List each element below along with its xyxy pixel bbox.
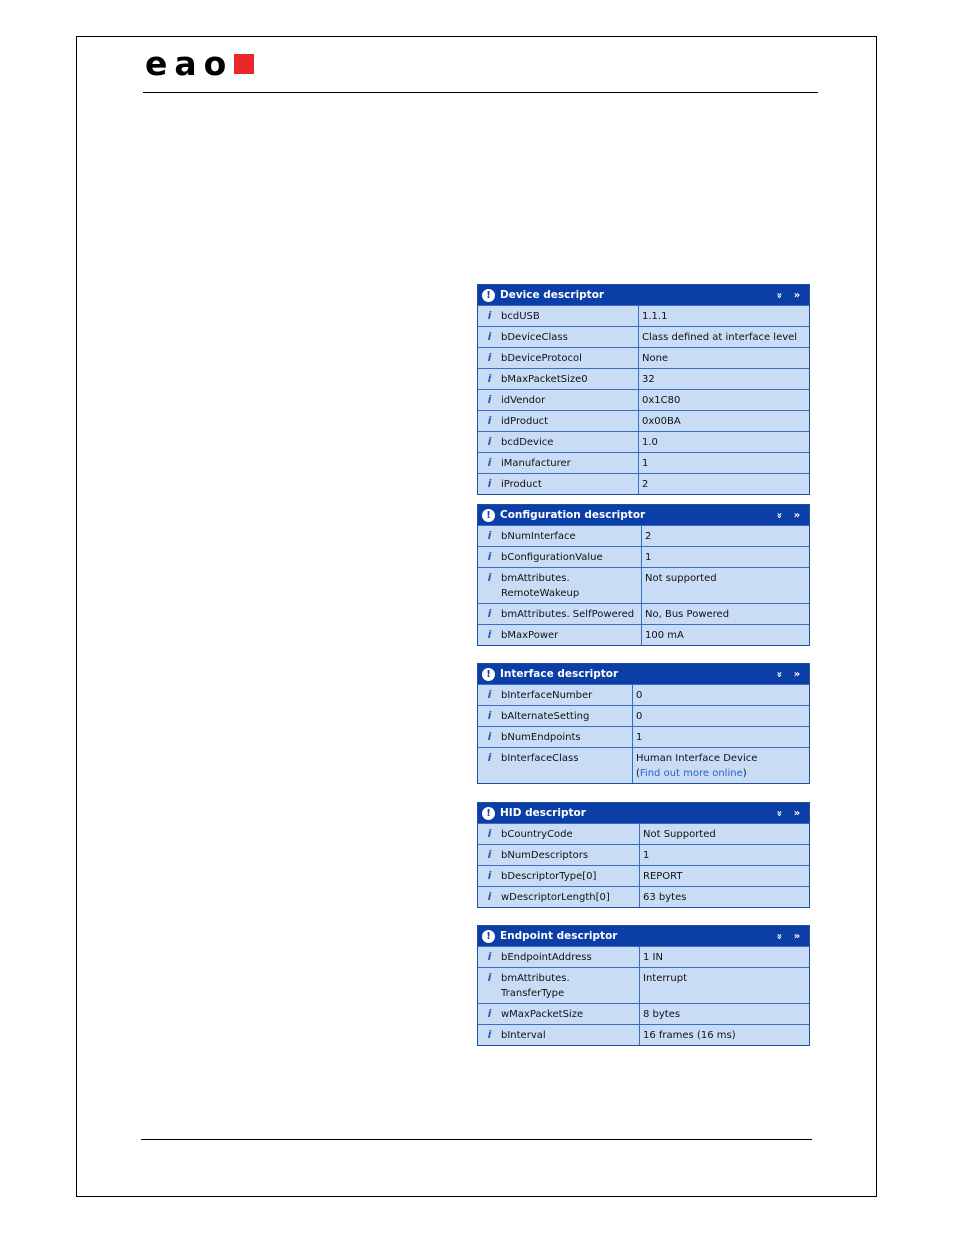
collapse-chevron-icon[interactable]: » <box>773 809 785 817</box>
field-value: None <box>642 353 669 364</box>
info-icon: i <box>487 869 492 882</box>
info-icon: i <box>487 571 492 584</box>
field-value: 1.0 <box>642 437 658 448</box>
collapse-chevron-icon[interactable]: » <box>773 670 785 678</box>
table-row <box>478 305 809 326</box>
field-value: 1 IN <box>643 952 663 963</box>
field-name: bNumInterface <box>501 531 576 542</box>
info-icon: i <box>487 1007 492 1020</box>
collapse-chevron-icon[interactable]: » <box>773 932 785 940</box>
field-value: 16 frames (16 ms) <box>643 1030 736 1041</box>
field-value: 2 <box>645 531 652 542</box>
configuration-descriptor-panel <box>477 504 810 646</box>
info-icon: i <box>487 550 492 563</box>
field-value: 1 <box>645 552 652 563</box>
info-circle-icon: ! <box>482 289 495 302</box>
table-row <box>478 347 809 368</box>
field-name: iManufacturer <box>501 458 571 469</box>
info-circle-icon: ! <box>482 930 495 943</box>
device-descriptor-panel <box>477 284 810 495</box>
field-value: Interrupt <box>643 973 688 984</box>
info-icon: i <box>487 848 492 861</box>
info-icon: i <box>487 607 492 620</box>
field-name: bEndpointAddress <box>501 952 592 963</box>
field-value: 0x00BA <box>642 416 681 427</box>
field-name: bMaxPower <box>501 630 559 641</box>
info-icon: i <box>487 950 492 963</box>
panel-title: Interface descriptor <box>500 668 619 680</box>
table-row <box>478 431 809 452</box>
field-value: 63 bytes <box>643 892 687 903</box>
table-row <box>478 823 809 844</box>
eao-logo <box>145 44 254 84</box>
info-icon: i <box>487 688 492 701</box>
info-icon: i <box>487 414 492 427</box>
table-row <box>478 546 809 567</box>
info-icon: i <box>487 730 492 743</box>
field-value: Human Interface Device <box>636 753 758 764</box>
field-name: bAlternateSetting <box>501 711 590 722</box>
field-value: 2 <box>642 479 649 490</box>
field-name: bmAttributes. <box>501 573 570 584</box>
table-row <box>478 326 809 347</box>
interface-descriptor-panel <box>477 663 810 784</box>
header-rule <box>143 92 818 93</box>
field-name: bConfigurationValue <box>501 552 603 563</box>
info-icon: i <box>487 393 492 406</box>
find-out-more-link[interactable]: Find out more online <box>639 768 743 779</box>
info-icon: i <box>487 529 492 542</box>
field-value: 1.1.1 <box>642 311 668 322</box>
info-icon: i <box>487 709 492 722</box>
field-name: bcdUSB <box>501 311 540 322</box>
field-name: wMaxPacketSize <box>501 1009 584 1020</box>
info-icon: i <box>487 351 492 364</box>
table-row <box>478 1003 809 1024</box>
collapse-chevron-icon[interactable]: » <box>773 511 785 519</box>
logo-text: eao <box>145 44 234 83</box>
field-value: 1 <box>642 458 649 469</box>
field-name-line2: TransferType <box>501 988 565 999</box>
panel-header <box>478 285 809 305</box>
table-row <box>478 684 809 705</box>
table-row <box>478 603 809 624</box>
table-row <box>478 886 809 907</box>
hid-descriptor-panel <box>477 802 810 908</box>
link-open-paren: ( <box>636 768 640 779</box>
table-row <box>478 452 809 473</box>
table-row <box>478 624 809 645</box>
info-circle-icon: ! <box>482 509 495 522</box>
info-circle-icon: ! <box>482 807 495 820</box>
info-icon: i <box>487 971 492 984</box>
expand-chevron-icon[interactable]: » <box>793 807 801 819</box>
field-value: 100 mA <box>645 630 684 641</box>
info-icon: i <box>487 456 492 469</box>
field-name: idProduct <box>501 416 549 427</box>
field-value: 0 <box>636 690 643 701</box>
table-row <box>478 389 809 410</box>
field-value: 32 <box>642 374 655 385</box>
panel-header <box>478 926 809 946</box>
table-row <box>478 747 809 783</box>
field-name: bNumEndpoints <box>501 732 581 743</box>
field-value: REPORT <box>643 871 683 882</box>
table-row <box>478 946 809 967</box>
footer-rule <box>141 1139 812 1140</box>
field-value-block <box>633 748 809 783</box>
table-row <box>478 410 809 431</box>
endpoint-descriptor-panel <box>477 925 810 1046</box>
field-value: 8 bytes <box>643 1009 681 1020</box>
info-icon: i <box>487 827 492 840</box>
expand-chevron-icon[interactable]: » <box>793 668 801 680</box>
link-close-paren: ) <box>742 768 747 779</box>
field-value: 1 <box>643 850 650 861</box>
panel-title: Configuration descriptor <box>500 509 646 521</box>
expand-chevron-icon[interactable]: » <box>793 930 801 942</box>
field-name-line2: RemoteWakeup <box>501 588 580 599</box>
table-row <box>478 368 809 389</box>
field-name: bCountryCode <box>501 829 573 840</box>
info-icon: i <box>487 372 492 385</box>
panel-header <box>478 803 809 823</box>
field-name-block <box>501 971 570 1001</box>
field-value: 0 <box>636 711 643 722</box>
field-name: iProduct <box>501 479 542 490</box>
info-icon: i <box>487 435 492 448</box>
field-name: bMaxPacketSize0 <box>501 374 588 385</box>
info-icon: i <box>487 751 492 764</box>
field-name-block <box>501 571 579 601</box>
field-name: bDeviceProtocol <box>501 353 582 364</box>
field-value: 1 <box>636 732 643 743</box>
panel-title: Endpoint descriptor <box>500 930 618 942</box>
field-value: Not supported <box>645 573 717 584</box>
info-icon: i <box>487 330 492 343</box>
table-row <box>478 567 809 603</box>
field-name: bInterfaceClass <box>501 753 579 764</box>
table-row <box>478 967 809 1003</box>
info-icon: i <box>487 628 492 641</box>
info-icon: i <box>487 309 492 322</box>
table-row <box>478 1024 809 1045</box>
field-value: 0x1C80 <box>642 395 681 406</box>
panel-header <box>478 664 809 684</box>
field-value: No, Bus Powered <box>645 609 730 620</box>
expand-chevron-icon[interactable]: » <box>793 509 801 521</box>
table-row <box>478 865 809 886</box>
field-name: bmAttributes. SelfPowered <box>501 609 635 620</box>
table-row <box>478 473 809 494</box>
table-row <box>478 844 809 865</box>
info-icon: i <box>487 477 492 490</box>
collapse-chevron-icon[interactable]: » <box>773 291 785 299</box>
field-name: bmAttributes. <box>501 973 570 984</box>
panel-title: Device descriptor <box>500 289 605 301</box>
field-value: Not Supported <box>643 829 716 840</box>
field-name: wDescriptorLength[0] <box>501 892 610 903</box>
info-icon: i <box>487 1028 492 1041</box>
field-name: bInterfaceNumber <box>501 690 593 701</box>
field-name: idVendor <box>501 395 546 406</box>
field-name: bInterval <box>501 1030 546 1041</box>
field-value: Class defined at interface level <box>642 332 798 343</box>
field-name: bcdDevice <box>501 437 554 448</box>
logo-square <box>234 54 254 74</box>
table-row <box>478 705 809 726</box>
table-row <box>478 525 809 546</box>
field-name: bDescriptorType[0] <box>501 871 597 882</box>
panel-header <box>478 505 809 525</box>
field-name: bDeviceClass <box>501 332 568 343</box>
expand-chevron-icon[interactable]: » <box>793 289 801 301</box>
info-circle-icon: ! <box>482 668 495 681</box>
info-icon: i <box>487 890 492 903</box>
field-name: bNumDescriptors <box>501 850 589 861</box>
table-row <box>478 726 809 747</box>
panel-title: HID descriptor <box>500 807 586 819</box>
